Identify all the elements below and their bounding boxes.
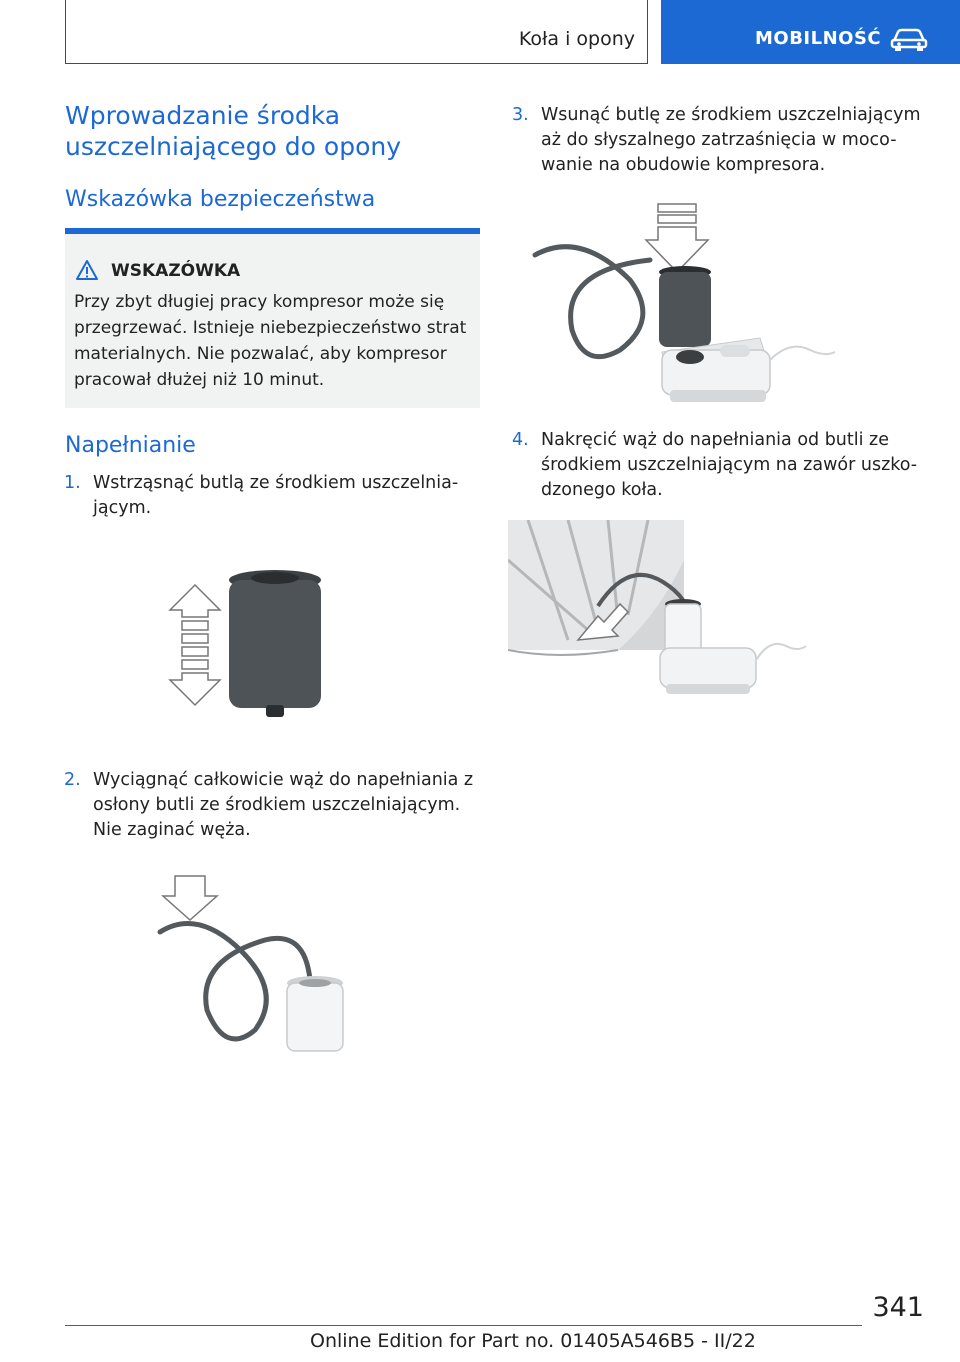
step-text-line: Nie zaginać węża.: [93, 820, 251, 840]
step-text: [93, 768, 473, 843]
shake-bottle-illustration: [160, 565, 360, 725]
step-number: 3.: [512, 105, 529, 125]
step-text-line: Nakręcić wąż do napełniania od butli ze: [541, 430, 890, 450]
safety-heading: Wskazówka bezpieczeństwa: [65, 187, 376, 212]
step-text: [93, 471, 458, 521]
insert-bottle-illustration: [530, 200, 840, 410]
edition-footer: Online Edition for Part no. 01405A546B5 - II/22: [310, 1330, 756, 1352]
page-number: 341: [872, 1292, 924, 1323]
step-text: [541, 103, 921, 178]
notice-title: WSKAZÓWKA: [111, 261, 241, 281]
chapter-tab[interactable]: [661, 0, 960, 64]
step-text-line: Wyciągnąć całkowicie wąż do napełniania z: [93, 770, 474, 790]
step-text-line: aż do słyszalnego zatrzaśnięcia w moco-: [541, 130, 897, 150]
filling-heading: Napełnianie: [65, 433, 196, 458]
step-text-line: dzonego koła.: [541, 480, 663, 500]
section-title: Koła i opony: [518, 28, 635, 50]
step-number: 2.: [64, 770, 81, 790]
chapter-label: MOBILNOŚĆ: [755, 28, 882, 49]
step-number: 1.: [64, 473, 81, 493]
page-title: Wprowadzanie środka uszczelniającego do opony: [65, 101, 402, 161]
header-section-box: [65, 0, 648, 64]
hose-bottle-illustration: [155, 870, 365, 1060]
footer-divider: [65, 1325, 862, 1326]
step-text-line: osłony butli ze środkiem uszczelniającym.: [93, 795, 461, 815]
step-text-line: Wsunąć butlę ze środkiem uszczelniającym: [541, 105, 921, 125]
step-text-line: środkiem uszczelniającym na zawór uszko-: [541, 455, 918, 475]
step-text: [541, 428, 917, 503]
step-number: 4.: [512, 430, 529, 450]
step-text-line: Wstrząsnąć butlą ze środkiem uszczelnia-: [93, 473, 459, 493]
warning-triangle-icon: [75, 259, 99, 281]
notice-text: Przy zbyt długiej pracy kompresor może się przegrzewać. Istnieje niebezpieczeństwo strat materialnych. Nie pozwalać, aby kompresor pracował dłużej niż 10 minut.: [74, 292, 467, 390]
car-icon: [890, 27, 928, 51]
step-text-line: wanie na obudowie kompresora.: [541, 155, 826, 175]
step-text-line: jącym.: [93, 498, 152, 518]
valve-connection-illustration: [508, 520, 808, 700]
notice-box: [65, 228, 480, 408]
